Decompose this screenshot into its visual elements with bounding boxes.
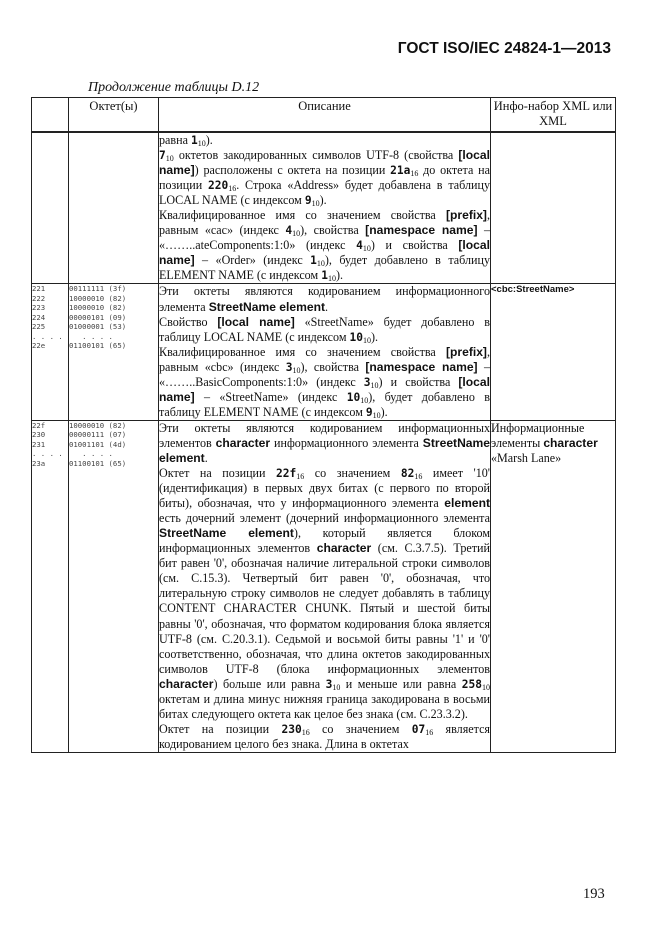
octets-cell: 00111111 (3f) 10000010 (82) 10000010 (82) 00000101 (09) 01000001 (53) . . . . 01100101 (65) bbox=[69, 284, 159, 420]
numeric-value: 1 bbox=[191, 134, 198, 147]
property-term: character bbox=[159, 676, 214, 691]
numeric-value: 9 bbox=[365, 405, 373, 419]
description-paragraph: Свойство [local name] «StreetName» будет добавлено в таблицу LOCAL NAME (с индексом $10_{10}$). bbox=[159, 314, 490, 345]
number-base: 16 bbox=[228, 184, 237, 194]
table-header-row bbox=[32, 98, 616, 133]
numeric-value: 07 bbox=[411, 722, 426, 736]
numeric-value: 3 bbox=[363, 375, 371, 389]
number-base: 10 bbox=[165, 154, 174, 164]
number-base: 10 bbox=[360, 395, 369, 405]
infoset-cell bbox=[491, 132, 616, 284]
description-paragraph: $7_{10}$ октетов закодированных символов UTF-8 (свойства [local name]) расположены с октета на позиции $21a_{16}$ до октета на позиции $220_{16}$. Строка «Address» будет добавлена в таблицу LOCAL NAME (с индексом $9_{10}$). bbox=[159, 148, 490, 209]
property-term: [namespace name] bbox=[365, 223, 478, 238]
number-base: 10 bbox=[311, 199, 320, 209]
property-term: element bbox=[444, 496, 490, 511]
octets-cell: 10000010 (82) 00000111 (07) 01001101 (4d) . . . . 01100101 (65) bbox=[69, 420, 159, 752]
offset-cell bbox=[32, 132, 69, 284]
table-caption: Продолжение таблицы D.12 bbox=[88, 80, 260, 95]
table-row bbox=[32, 420, 616, 752]
encoding-table bbox=[31, 97, 616, 753]
description-paragraph: Эти октеты являются кодированием информационных элементов character информационного элемента StreetName element. bbox=[159, 420, 491, 465]
numeric-value: 4 bbox=[285, 224, 293, 238]
property-term: StreetName element bbox=[159, 526, 294, 541]
property-term: character bbox=[543, 435, 598, 450]
description-cell bbox=[159, 420, 491, 752]
property-term: [local name] bbox=[217, 314, 295, 329]
property-term: [namespace name] bbox=[365, 359, 478, 374]
number-base: 16 bbox=[296, 472, 305, 482]
header-octets: Октет(ы) bbox=[69, 98, 159, 133]
number-base: 10 bbox=[372, 410, 381, 420]
numeric-value: 10 bbox=[346, 390, 361, 404]
numeric-value: 22f bbox=[276, 467, 297, 481]
numeric-value: 10 bbox=[349, 330, 364, 344]
numeric-value: 9 bbox=[304, 194, 312, 208]
number-base: 10 bbox=[363, 335, 372, 345]
property-term: [local name] bbox=[159, 374, 490, 404]
property-term: StreetName element bbox=[208, 299, 325, 314]
number-base: 10 bbox=[362, 244, 371, 254]
property-term: [local name] bbox=[159, 238, 490, 268]
numeric-value: 1 bbox=[310, 254, 317, 268]
number-base: 10 bbox=[327, 274, 336, 284]
numeric-value: 230 bbox=[281, 722, 302, 736]
property-term: [local name] bbox=[159, 148, 490, 178]
property-term: [prefix] bbox=[445, 208, 487, 223]
description-paragraph: Квалифицированное имя со значением свойства [prefix], равным «cbc» (индекс $3_{10}$), свойства [namespace name] – «……..BasicComponents:1:0» (индекс $3_{10}$) и свойства [local name] – «StreetName» (индекс $10_{10}$), будет добавлено в таблицу ELEMENT NAME (с индексом $9_{10}$). bbox=[159, 344, 490, 420]
number-base: 10 bbox=[316, 259, 325, 269]
description-paragraph: равна $1_{10}$). bbox=[159, 133, 213, 148]
octets-cell bbox=[69, 132, 159, 284]
number-base: 16 bbox=[414, 472, 423, 482]
number-base: 16 bbox=[301, 727, 310, 737]
numeric-value: 220 bbox=[208, 179, 229, 193]
number-base: 10 bbox=[481, 682, 490, 692]
numeric-value: 21a bbox=[390, 164, 411, 178]
number-base: 16 bbox=[425, 727, 434, 737]
property-term: character bbox=[316, 541, 372, 556]
offset-cell: 22f 230 231 . . . . 23a bbox=[32, 420, 69, 752]
infoset-cell: Информационные элементы character «Marsh Lane» bbox=[491, 420, 616, 752]
number-base: 10 bbox=[332, 682, 341, 692]
offset-cell: 221 222 223 224 225 . . . . 22e bbox=[32, 284, 69, 420]
table-row bbox=[32, 132, 616, 284]
description-cell bbox=[159, 132, 491, 284]
header-description: Описание bbox=[159, 98, 491, 133]
header-offset-blank bbox=[32, 98, 69, 133]
description-paragraph: Эти октеты являются кодированием информационного элемента StreetName element. bbox=[159, 284, 490, 314]
numeric-value: 258 bbox=[461, 677, 482, 691]
description-paragraph: Октет на позиции $230_{16}$ со значением $07_{16}$ является кодированием целого без знака. Длина в октетах bbox=[159, 721, 490, 751]
number-base: 10 bbox=[370, 380, 379, 390]
description-paragraph: Квалифицированное имя со значением свойства [prefix], равным «cac» (индекс $4_{10}$), свойства [namespace name] – «……..ateComponents:1:0» (индекс $4_{10}$) и свойства [local name] – «Order» (индекс $1_{10}$), будет добавлено в таблицу ELEMENT NAME (с индексом $1_{10}$). bbox=[159, 208, 491, 284]
page-number: 193 bbox=[583, 886, 605, 902]
description-paragraph: Октет на позиции $22f_{16}$ со значением $82_{16}$ имеет '10' (идентификация) в первых двух битах (с первого по второй биты), обозначая, что у информационного элемента element есть дочерний элемент (дочерний информационного элемента StreetName element), который является блоком информационных элементов character (см. С.3.7.5). Третий бит равен '0', обозначая наличие литеральной строки символов (см. С.15.3). Четвертый бит равен '0', обозначая, что литеральную строку символов не следует добавлять в таблицу CONTENT CHARACTER CHUNK. Пятый и шестой биты равны '0', обозначая, что форматом кодирования блока является UTF-8 (см. С.20.3.1). Седьмой и восьмой биты равны '1' и '0' соответственно, обозначая, что длина октетов закодированных символов UTF-8 (блока информационных элементов character) больше или равна $3_{10}$ и меньше или равна $258_{10}$ октетам и длина минус нижняя граница закодирована в восьми битах следующего октета как целое без знака (см. С.23.3.2). bbox=[159, 466, 490, 721]
property-term: StreetName element bbox=[159, 435, 491, 465]
infoset-cell: <cbc:StreetName> bbox=[491, 284, 616, 420]
number-base: 10 bbox=[292, 365, 301, 375]
number-base: 16 bbox=[410, 169, 419, 179]
numeric-value: 7 bbox=[159, 149, 166, 163]
description-cell bbox=[159, 284, 491, 420]
document-header: ГОСТ ISO/IEC 24824-1—2013 bbox=[397, 40, 611, 57]
numeric-value: 4 bbox=[356, 239, 363, 253]
property-term: [prefix] bbox=[445, 344, 487, 359]
property-term: character bbox=[215, 435, 271, 450]
numeric-value: 1 bbox=[321, 269, 328, 283]
table-row bbox=[32, 284, 616, 420]
numeric-value: 3 bbox=[325, 677, 333, 691]
numeric-value: 82 bbox=[400, 467, 415, 481]
header-infoset: Инфо-набор XML или XML bbox=[491, 98, 616, 133]
number-base: 10 bbox=[197, 139, 206, 148]
numeric-value: 3 bbox=[285, 360, 293, 374]
number-base: 10 bbox=[292, 229, 301, 239]
